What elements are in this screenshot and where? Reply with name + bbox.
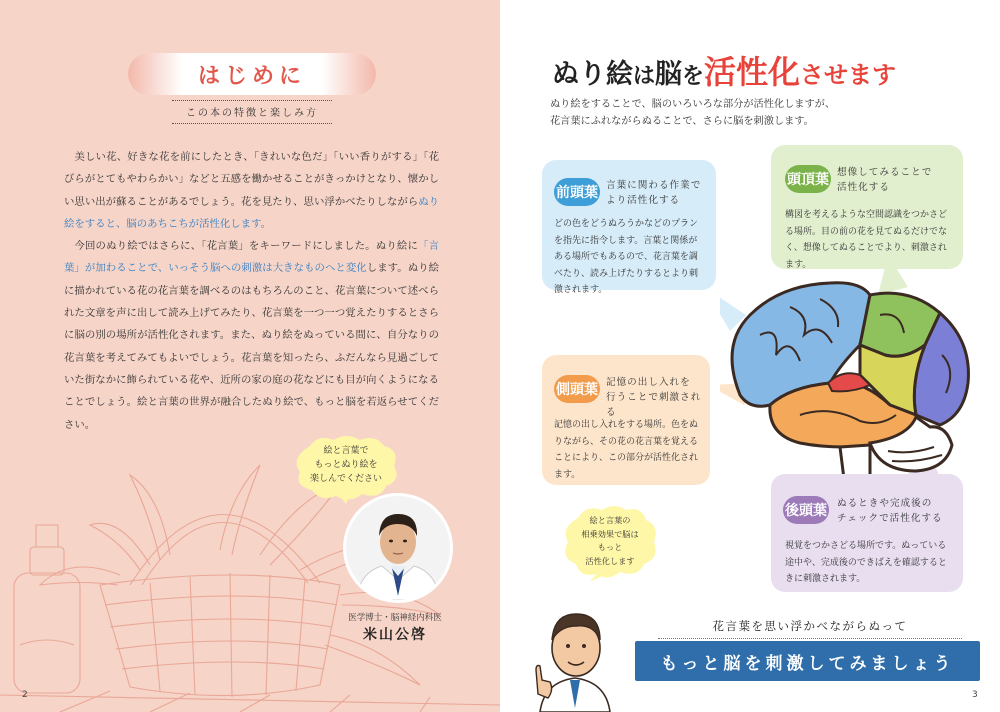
title-part-nurie: ぬり絵 — [552, 59, 633, 90]
bubble-line-1: 絵と言葉で — [323, 446, 369, 456]
intro-text — [64, 146, 439, 436]
temporal-lobe-text: 記憶の出し入れをする場所。色をぬりながら、その花の花言葉を覚えることにより、この部分が活性化されます。 — [554, 420, 699, 480]
page-number-right: 3 — [972, 690, 978, 700]
occipital-lobe-box — [771, 474, 963, 592]
parietal-head-line-2: 活性化する — [837, 182, 890, 193]
body-text: 美しい花、好きな花を前にしたとき、「きれいな色だ」「いい香りがする」「花びらがとてもやわらかい」などと五感を働かせることがきっかけとなり、懐かしい思い出が蘇ることがあるでしょう。花を見たり、思い浮かべたりしながら — [64, 151, 439, 208]
temporal-lobe-heading — [606, 375, 710, 420]
title-part-wo: を — [682, 64, 705, 89]
title-part-sasemasu: させます — [800, 61, 897, 89]
bottom-banner-text: もっと脳を刺激してみましょう — [660, 653, 955, 674]
doctor-role: 医学博士・脳神経内科医 — [348, 613, 442, 623]
parietal-lobe-box — [771, 145, 963, 269]
bubble-right-line-4: 活性化します — [585, 555, 635, 566]
frontal-lobe-box — [542, 160, 716, 295]
right-page — [500, 0, 1000, 712]
doctor-portrait-icon — [346, 496, 450, 600]
highlighted-text: ぬり絵をすると、脳のあちこちが活性化します。 — [64, 195, 439, 230]
frontal-head-line-2: より活性化する — [606, 195, 681, 206]
page-title: はじめに — [197, 63, 306, 89]
frontal-head-line-1: 言葉に関わる作業で — [606, 180, 702, 191]
page-number-left: 2 — [22, 690, 28, 700]
occipital-lobe-heading — [837, 496, 943, 526]
parietal-lobe-heading — [837, 165, 932, 195]
occipital-lobe-tag: 後頭葉 — [783, 496, 829, 524]
occipital-head-line-1: ぬるときや完成後の — [837, 498, 933, 509]
parietal-lobe-text: 構図を考えるような空間認識をつかさどる場所。目の前の花を見てぬるだけでなく、想像してぬることでより、刺激されます。 — [785, 210, 948, 270]
cartoon-doctor-icon — [530, 590, 620, 712]
page-title-banner — [128, 53, 376, 95]
frontal-lobe-text: どの色をどうぬろうかなどのプランを指先に指令します。言葉と関係がある場所でもあるので、花言葉を調べたり、読み上げたりするとより刺激されます。 — [554, 219, 699, 295]
right-lead-text — [550, 96, 970, 130]
intro-paragraph-1 — [64, 146, 439, 235]
parietal-lobe-tag: 頭頂葉 — [785, 165, 831, 193]
occipital-head-line-2: チェックで活性化する — [837, 513, 943, 524]
occipital-lobe-text: 視覚をつかさどる場所です。ぬっている途中や、完成後のできばえを確認するときに刺激されます。 — [785, 541, 947, 584]
page-subtitle: この本の特徴と楽しみ方 — [172, 104, 332, 119]
speech-bubble-right — [560, 502, 660, 582]
bottom-subheading: 花言葉を思い浮かべながらぬって — [640, 618, 980, 634]
doctor-name: 米山公啓 — [363, 627, 427, 643]
title-part-brain: 脳 — [655, 59, 683, 90]
doctor-portrait — [343, 493, 453, 603]
lead-line-1: ぬり絵をすることで、脳のいろいろな部分が活性化しますが、 — [550, 99, 836, 110]
title-part-wa: は — [633, 64, 656, 89]
bottom-banner — [635, 641, 980, 681]
temporal-lobe-box — [542, 355, 710, 485]
speech-bubble-left — [290, 432, 402, 504]
lead-line-2: 花言葉にふれながらぬることで、さらに脳を刺激します。 — [550, 116, 814, 127]
frontal-lobe-tag: 前頭葉 — [554, 178, 600, 206]
bubble-line-2: もっとぬり絵を — [314, 460, 378, 470]
temporal-head-line-2: 行うことで刺激される — [606, 392, 702, 418]
bubble-right-line-1: 絵と言葉の — [589, 515, 631, 525]
bubble-right-line-2: 相乗効果で脳は — [581, 528, 639, 539]
intro-paragraph-2 — [64, 235, 439, 436]
brain-illustration — [720, 265, 980, 480]
body-text: 今回のぬり絵ではさらに、「花言葉」をキーワードにしました。ぬり絵に — [74, 240, 419, 253]
right-page-title — [552, 47, 896, 93]
title-part-activate: 活性化 — [704, 53, 801, 91]
bubble-right-line-3: もっと — [597, 542, 623, 552]
body-text: します。ぬり絵に描かれている花の花言葉を調べるのはもちろんのこと、花言葉について述べられた文章を声に出して読み上げてみたり、花言葉を一つ一つ覚えたりするとさらに脳の別の場所が活性化されます。また、ぬり絵をぬっている間に、自分なりの花言葉を考えてみてもよいでしょう。花言葉を知ったら、ふだんなら見過ごしていた街なかに飾られている花や、近所の家の庭の花などにも目が向くようになることでしょう。絵と言葉の世界が融合したぬり絵で、もっと脳を若返らせてください。 — [64, 262, 439, 431]
frontal-lobe-heading — [606, 178, 701, 208]
temporal-head-line-1: 記憶の出し入れを — [606, 377, 691, 388]
highlighted-text: 「言葉」が加わることで、いっそう脳への刺激は大きなものへと変化 — [64, 240, 440, 275]
parietal-head-line-1: 想像してみることで — [837, 167, 933, 178]
temporal-lobe-tag: 側頭葉 — [554, 375, 600, 403]
bubble-line-3: 楽しんでください — [309, 474, 382, 484]
